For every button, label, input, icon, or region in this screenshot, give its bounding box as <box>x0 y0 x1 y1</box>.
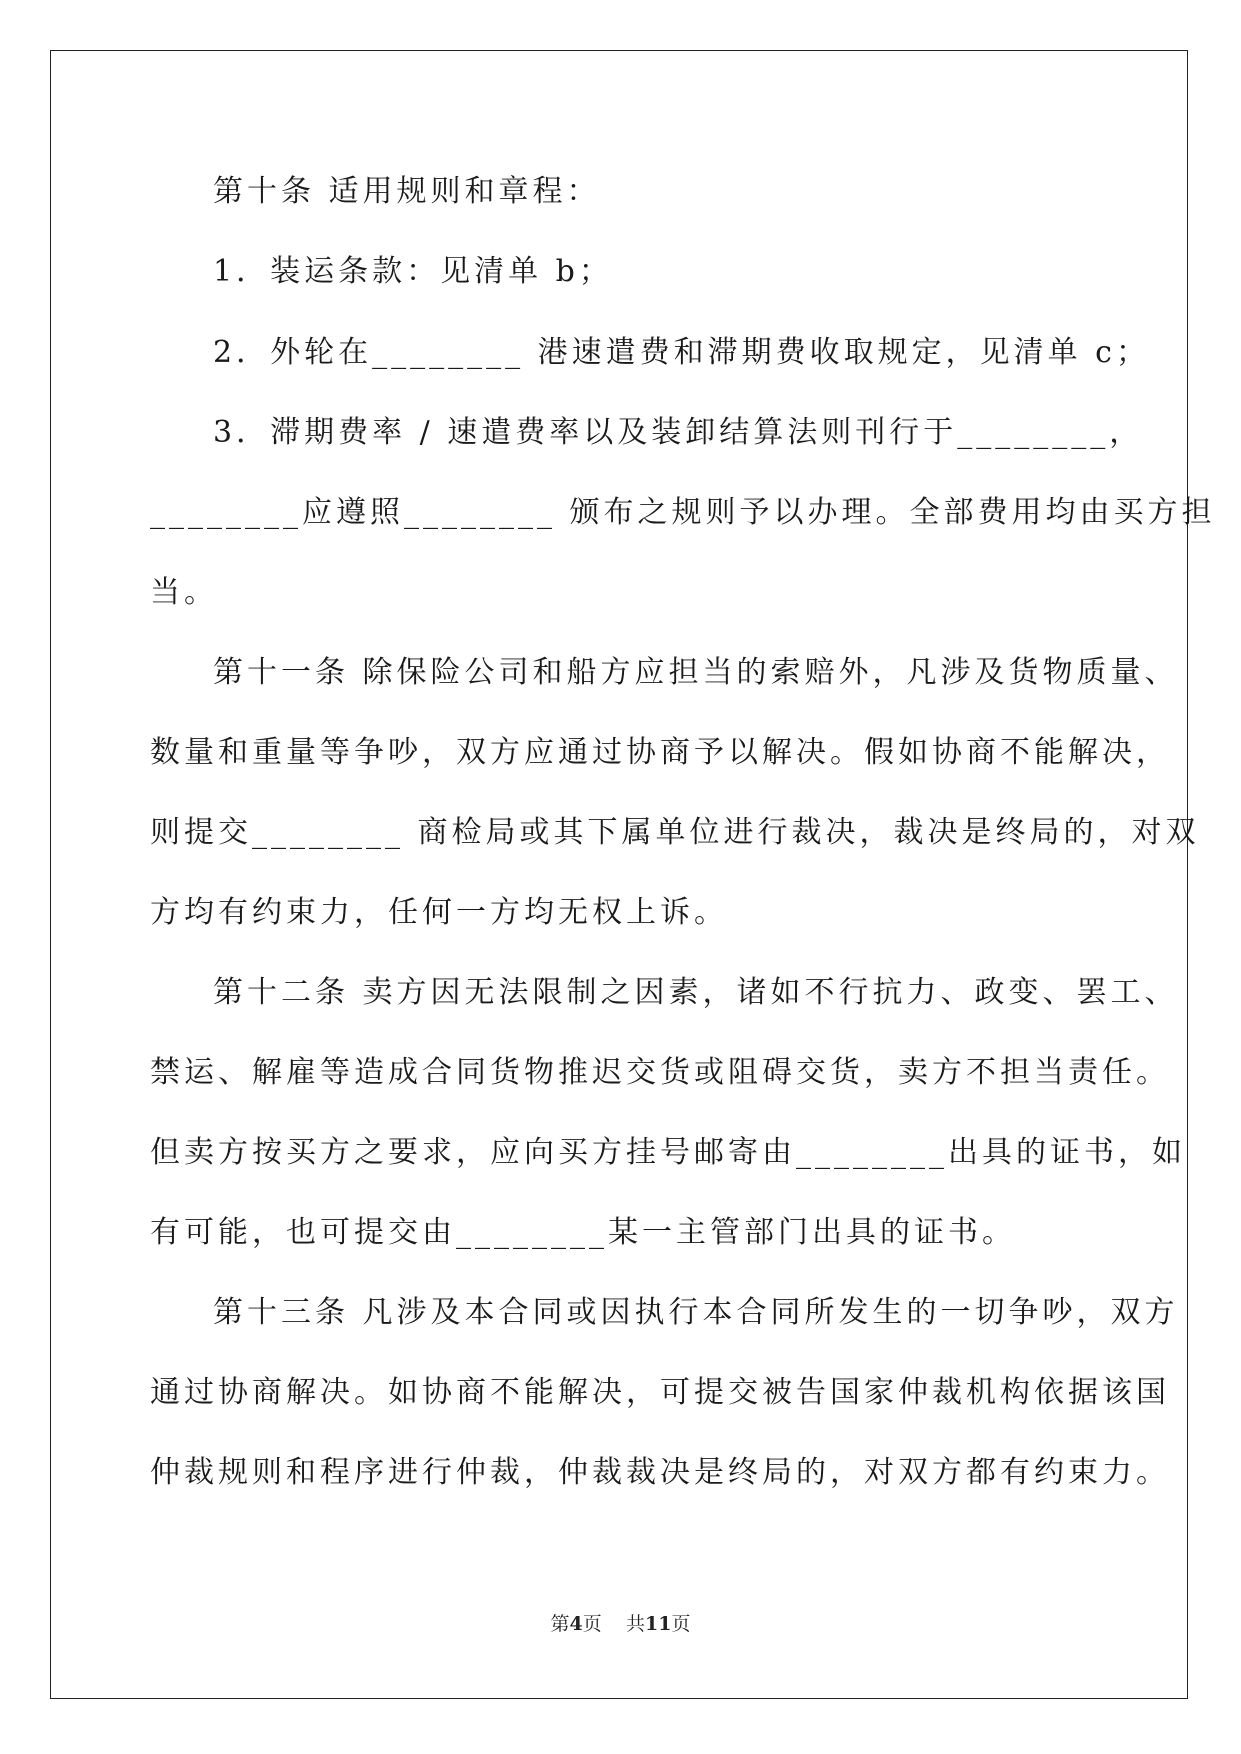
page-number: 4 <box>569 1613 583 1635</box>
clause-2-line: 2．外轮在________ 港速遣费和滞期费收取规定，见清单 c； <box>213 335 1150 370</box>
total-prefix: 共 <box>625 1613 645 1635</box>
article-13-line-1: 第十三条 凡涉及本合同或因执行本合同所发生的一切争吵，双方 <box>213 1295 1179 1330</box>
clause-3-line: 3．滞期费率 / 速遣费率以及装卸结算法则刊行于________， <box>213 415 1144 450</box>
article-13-line-2: 通过协商解决。如协商不能解决，可提交被告国家仲裁机构依据该国 <box>150 1375 1170 1410</box>
article-11-line-2: 数量和重量等争吵，双方应通过协商予以解决。假如协商不能解决， <box>150 735 1170 770</box>
clause-3-continued-line: ________应遵照________ 颁布之规则予以办理。全部费用均由买方担 <box>150 495 1216 530</box>
article-12-line-4: 有可能，也可提交由________某一主管部门出具的证书。 <box>150 1215 1016 1250</box>
total-pages: 11 <box>644 1613 672 1635</box>
article-12-line-3: 但卖方按买方之要求，应向买方挂号邮寄由________出具的证书，如 <box>150 1135 1186 1170</box>
article-11-line-1: 第十一条 除保险公司和船方应担当的索赔外，凡涉及货物质量、 <box>213 655 1179 690</box>
article-12-line-1: 第十二条 卖方因无法限制之因素，诸如不行抗力、政变、罢工、 <box>213 975 1179 1010</box>
page-footer <box>0 1612 1241 1636</box>
article-10-heading: 第十条 适用规则和章程： <box>213 174 601 209</box>
article-11-line-4: 方均有约束力，任何一方均无权上诉。 <box>150 895 728 930</box>
page-suffix: 页 <box>582 1613 602 1635</box>
total-suffix: 页 <box>671 1613 691 1635</box>
clause-1-line: 1．装运条款：见清单 b； <box>213 254 613 289</box>
page-border <box>50 50 1216 1699</box>
article-12-line-2: 禁运、解雇等造成合同货物推迟交货或阻碍交货，卖方不担当责任。 <box>150 1055 1170 1090</box>
article-13-line-3: 仲裁规则和程序进行仲裁，仲裁裁决是终局的，对双方都有约束力。 <box>150 1455 1170 1490</box>
page-prefix: 第 <box>550 1613 570 1635</box>
clause-3-end-line: 当。 <box>150 575 218 610</box>
article-11-line-3: 则提交________ 商检局或其下属单位进行裁决，裁决是终局的，对双 <box>150 815 1200 850</box>
